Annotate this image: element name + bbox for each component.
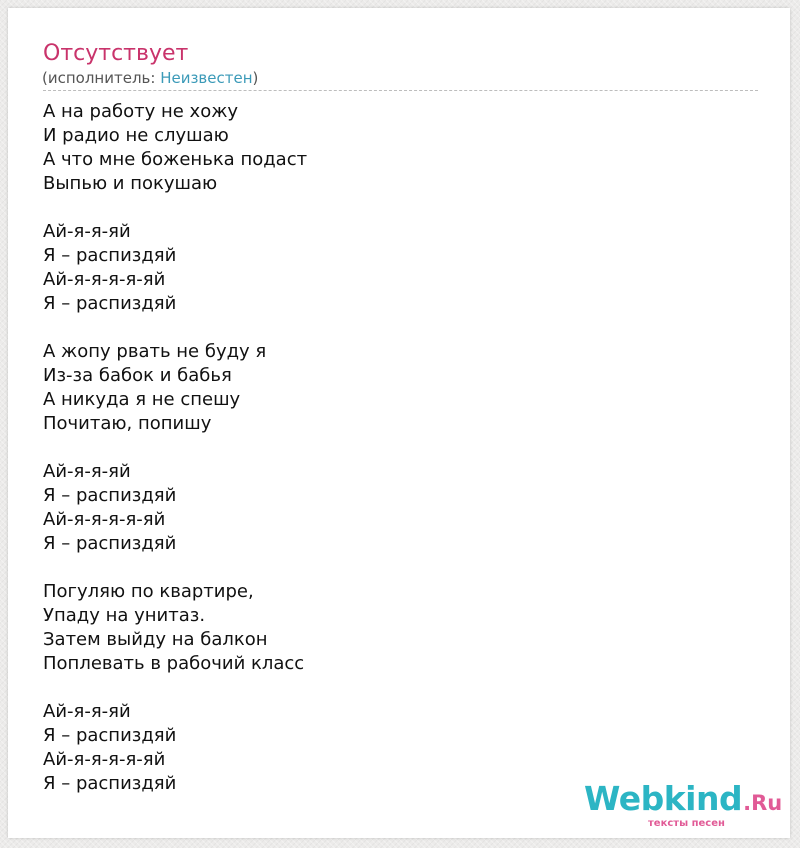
lyric-line: Выпью и покушаю <box>43 173 218 194</box>
lyric-line: Ай-я-я-я-я-яй <box>43 749 166 770</box>
artist-line <box>42 69 258 87</box>
lyric-line: Я – распиздяй <box>43 245 177 266</box>
stanza <box>43 580 307 676</box>
stanza <box>43 220 307 316</box>
lyrics-card <box>8 8 790 838</box>
lyric-line: Я – распиздяй <box>43 293 177 314</box>
lyric-line: Я – распиздяй <box>43 485 177 506</box>
stanza <box>43 700 307 796</box>
logo-tagline: тексты песен <box>648 818 725 829</box>
lyric-line: Ай-я-я-яй <box>43 221 131 242</box>
lyric-line: Я – распиздяй <box>43 773 177 794</box>
lyric-line: Ай-я-я-я-я-яй <box>43 269 166 290</box>
artist-suffix: ) <box>252 69 259 87</box>
lyric-line: А жопу рвать не буду я <box>43 341 267 362</box>
lyric-line: Я – распиздяй <box>43 533 177 554</box>
lyrics-text <box>43 100 307 820</box>
logo-wordmark <box>584 779 782 823</box>
lyric-line: Ай-я-я-яй <box>43 701 131 722</box>
artist-prefix: (исполнитель: <box>42 69 161 87</box>
song-title: Отсутствует <box>43 41 189 66</box>
stanza <box>43 340 307 436</box>
lyric-line: Я – распиздяй <box>43 725 177 746</box>
lyric-line: А что мне боженька подаст <box>43 149 308 170</box>
lyric-line: А на работу не хожу <box>43 101 239 122</box>
lyric-line: Ай-я-я-яй <box>43 461 131 482</box>
stanza <box>43 460 307 556</box>
site-logo[interactable] <box>584 779 784 829</box>
lyric-line: И радио не слушаю <box>43 125 229 146</box>
title-divider <box>43 90 758 91</box>
stanza <box>43 100 307 196</box>
artist-link[interactable]: Неизвестен <box>160 69 253 87</box>
lyric-line: Упаду на унитаз. <box>43 605 206 626</box>
logo-name: Webkind <box>584 779 743 818</box>
lyric-line: А никуда я не спешу <box>43 389 241 410</box>
logo-tld: .Ru <box>743 791 783 815</box>
lyric-line: Почитаю, попишу <box>43 413 212 434</box>
lyric-line: Погуляю по квартире, <box>43 581 254 602</box>
lyric-line: Из-за бабок и бабья <box>43 365 232 386</box>
lyric-line: Поплевать в рабочий класс <box>43 653 305 674</box>
lyric-line: Затем выйду на балкон <box>43 629 268 650</box>
lyric-line: Ай-я-я-я-я-яй <box>43 509 166 530</box>
